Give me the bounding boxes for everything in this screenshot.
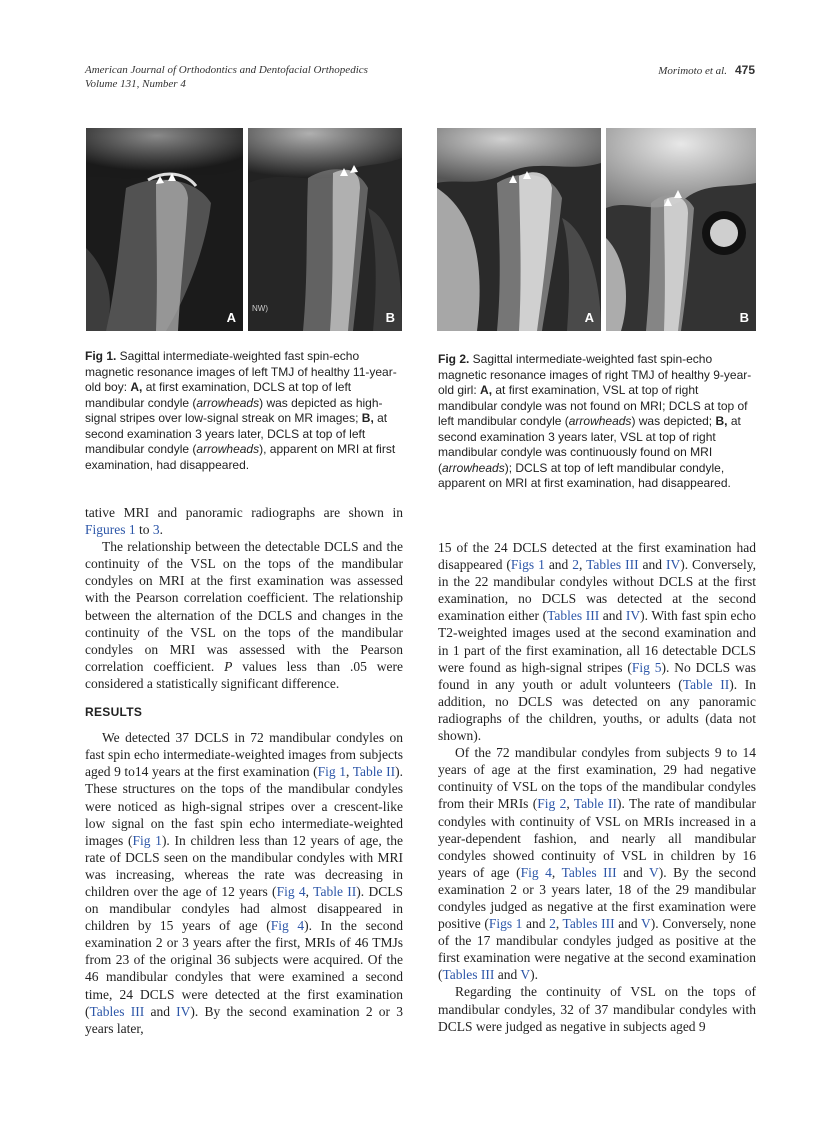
fig2-caption-text: Sagittal intermediate-weighted fast spin-echo magnetic resonance images of right TMJ of healthy 9-year-old girl: [438,352,752,397]
fig1-panel-b-corner-text: NW) [252,304,268,313]
table-link[interactable]: IV [176,1003,191,1019]
figure-link[interactable]: Fig 1 [132,832,162,848]
text: ). These structures on the tops of the mandibular condyles were noticed as high-signal stripes over a crescent-like low signal on the fast spin echo intermediate-weighted images ( [85,764,403,848]
text: and [544,557,573,573]
table-link[interactable]: Table II [313,883,357,899]
table-link[interactable]: V [641,916,651,932]
table-link[interactable]: Tables III [586,557,639,573]
fig1-caption-arrowheads: arrowheads [196,395,260,410]
table-link[interactable]: Table II [573,796,618,812]
text: ). Conversely, in the 22 mandibular condyles without DCLS at the first examination, no DCLS was detected at the second examination either ( [438,557,757,624]
fig1-caption-text: Sagittal intermediate-weighted fast spin-echo magnetic resonance images of left TMJ of healthy 11-year-old boy: [85,349,397,394]
text: to [135,522,153,538]
fig2-caption-text: at second examination 3 years later, VSL at top of right mandibular condyle was continuously found on MRI ( [438,414,741,475]
figure-link[interactable]: Fig 4 [270,918,305,934]
fig1-label: Fig 1. [85,349,117,363]
paragraph: Regarding the continuity of VSL on the tops of mandibular condyles, 32 of 37 mandibular condyles with DCLS were judged as negative in subjects aged 9 [438,984,756,1034]
paragraph [85,504,403,538]
figure-link[interactable]: 2 [572,557,580,573]
text: ). In addition, no DCLS was detected on any panoramic radiographs of the children, youths, or adults (data not shown). [438,676,756,744]
text: The relationship between the detectable DCLS and the continuity of the VSL on the tops of the mandibular condyles on MRI at the first examination was assessed with the Pearson correlation coefficient. The relationship between the alternation of the DCLS and changes in the continuity of the VSL on the tops of the mandibular condyles on MRI was assessed with the Pearson correlation coefficient. [85,539,403,674]
results-heading: RESULTS [85,705,143,720]
authors: Morimoto et al. [658,65,727,77]
table-link[interactable]: V [520,967,531,983]
fig2-caption-arrowheads: arrowheads [568,414,632,428]
figure-link[interactable]: Figures 1 [85,522,136,538]
text: and [494,967,521,983]
text: and [144,1003,177,1019]
figure-link[interactable]: 3 [152,522,160,538]
text: and [599,608,626,624]
fig1-caption-text: at first examination, DCLS at top of left mandibular condyle ( [85,380,352,410]
text: and [614,916,642,932]
fig1-caption-a: A, [130,380,143,394]
text: , [579,557,587,573]
journal-title: American Journal of Orthodontics and Dentofacial Orthopedics [85,64,368,76]
text: ). No DCLS was found in any youth or adult volunteers ( [438,659,756,692]
figure-link[interactable]: Figs 1 [488,916,523,932]
figure-link[interactable]: Fig 4 [276,883,306,899]
table-link[interactable]: Tables III [89,1003,145,1019]
fig1-caption-b: B, [361,411,374,425]
table-link[interactable]: V [649,864,659,880]
paragraph [438,744,756,983]
figure-link[interactable]: Figs 1 [510,557,545,573]
fig2-panel-b-image [606,128,756,331]
fig2-caption-text: ); DCLS at top of left mandibular condyle, apparent on MRI at first examination, had disappeared. [438,460,731,490]
text: ). Conversely, none of the 17 mandibular condyles judged as positive at the first examination were negative at the second examination ( [438,916,757,983]
text: , [555,916,563,932]
fig1-panel-a-label: A [226,310,236,325]
text: and [638,557,666,573]
text: , [566,796,574,812]
fig2-caption [438,352,756,492]
fig2-panel-b-label: B [739,310,749,325]
text: and [522,916,550,932]
right-column [438,539,756,1035]
figure-link[interactable]: Fig 2 [537,796,567,812]
figure-link[interactable]: Fig 5 [631,659,662,675]
text: 15 of the 24 DCLS detected at the first examination had disappeared ( [438,540,756,573]
fig2-panel-a-label: A [584,310,594,325]
fig2-caption-text: ) was depicted; [631,414,716,428]
fig2-caption-arrowheads: arrowheads [442,460,505,475]
text: values less than .05 were considered a statistically significant difference. [85,658,403,691]
table-link[interactable]: IV [665,557,681,573]
p-symbol: P [224,658,233,674]
text: tative MRI and panoramic radiographs are shown in [85,505,403,520]
text: ). In children less than 12 years of age, the rate of DCLS seen on the mandibular condyles with MRI was increasing, whereas the rate was decreasing in children over the age of 12 years ( [85,832,403,899]
fig1-panel-b-image [248,128,402,331]
table-link[interactable]: Tables III [561,864,617,880]
fig1-caption-text: ), apparent on MRI at first examination, had disappeared. [85,442,396,472]
text: ). DCLS on mandibular condyles had almost disappeared in children by 15 years of age ( [85,883,404,934]
text: ). With fast spin echo T2-weighted images used at the second examination and in 1 part of the first examination, all 16 detectable DCLS were found as high-signal stripes ( [438,608,756,675]
fig1-caption-arrowheads: arrowheads [196,442,260,456]
fig1-panel-b-label: B [385,310,395,325]
fig1-caption-text: ) was depicted as high-signal stripes over low-signal streak on MR images; [85,395,383,425]
page-number: 475 [734,63,755,77]
text: , [346,764,353,780]
text: . [159,522,164,538]
text: ). In the second examination 2 or 3 years after the first, MRIs of 46 TMJs from 23 of the original 36 subjects were acquired. Of the 46 mandibular condyles that were examined a second time, 24 DCLS were detected at the first examination ( [85,918,403,1019]
text: ). The rate of mandibular condyles with continuity of VSL on MRIs increased in a year-dependent fashion, and nearly all mandibular condyles showed continuity of VSL in children by 16 years of age ( [438,796,757,880]
table-link[interactable]: Tables III [442,967,495,983]
paragraph [438,539,756,744]
text: ). By the second examination 2 or 3 years later, 18 of the 29 mandibular condyles judged as negative at the first examination were positive ( [438,864,757,932]
table-link[interactable]: Tables III [562,916,615,932]
table-link[interactable]: Table II [682,676,730,692]
fig2-caption-b: B, [715,414,728,428]
figure-link[interactable]: Fig 1 [317,764,347,780]
fig1-panel-a-image [86,128,243,331]
text: ). By the second examination 2 or 3 years later, [85,1003,403,1036]
table-link[interactable]: Tables III [547,608,600,624]
fig1-caption-text: at second examination 3 years later, DCLS at top of left mandibular condyle ( [85,411,388,456]
left-column [85,504,403,1037]
text: We detected 37 DCLS in 72 mandibular condyles on fast spin echo intermediate-weighted images from subjects aged 9 to14 years at the first examination ( [85,730,403,780]
fig1-caption [85,349,403,473]
figure-link[interactable]: 2 [549,916,556,932]
figure-link[interactable]: Fig 4 [520,864,552,880]
text: ). [530,967,539,983]
running-header-left [85,63,368,91]
journal-volume: Volume 131, Number 4 [85,78,186,90]
text: , [551,864,562,880]
fig2-caption-text: at first examination, VSL at top of right mandibular condyle was not found on MRI; DCLS at top of left mandibular condyle ( [438,383,748,428]
paragraph [85,729,403,1037]
text: , [305,883,314,899]
fig2-panel-a-image [437,128,601,331]
running-header-right [658,63,755,78]
table-link[interactable]: IV [625,608,641,624]
fig2-label: Fig 2. [438,352,470,366]
fig2-caption-a: A, [480,383,493,397]
paragraph [85,538,403,692]
text: Of the 72 mandibular condyles from subjects 9 to 14 years of age at the first examination, 29 had negative continuity of VSL on the tops of the mandibular condyles from their MRIs ( [438,745,756,812]
table-link[interactable]: Table II [352,764,396,780]
text: and [616,864,650,880]
